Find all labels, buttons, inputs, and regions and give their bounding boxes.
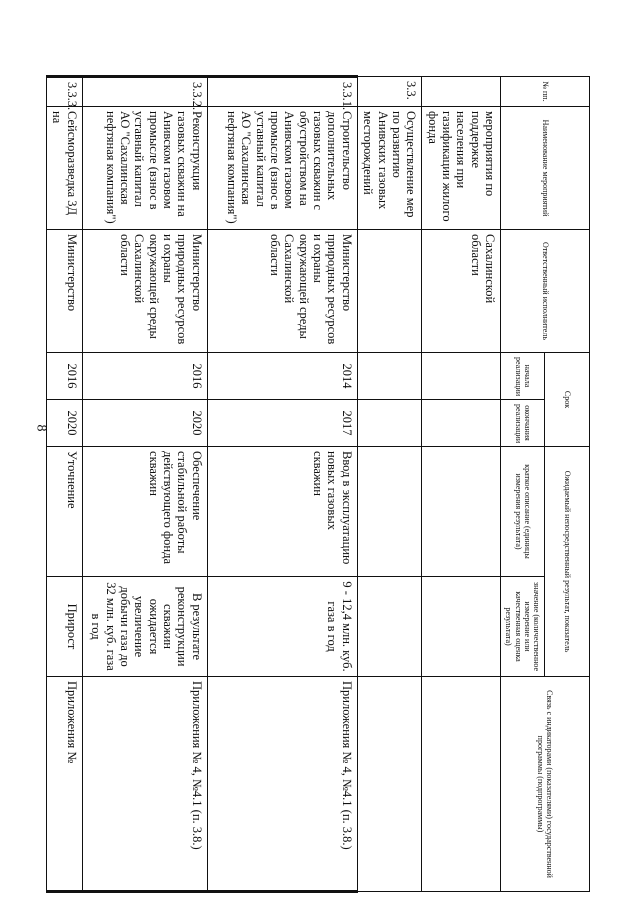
- row-result-value: 9 - 12,4 млн. куб. газа в год: [207, 577, 357, 677]
- header-link: Связь с индикаторами (показателями) государственной программы (подпрограммы): [501, 677, 590, 892]
- row-start: [422, 353, 501, 400]
- row-executor: [357, 230, 422, 353]
- row-start: [357, 353, 422, 400]
- row-result-value: [357, 577, 422, 677]
- row-name: Реконструкция газовых скважин на Анивском газовом промысле (взнос в уставный капитал АО "Сахалинская нефтяная компания"): [82, 107, 207, 230]
- table-row: [422, 77, 501, 892]
- header-num: № пп.: [501, 77, 590, 107]
- table-row: [47, 77, 83, 892]
- row-link: Приложения № 4, №4.1 (п. 3.8.): [82, 677, 207, 892]
- header-name: Наименование мероприятий: [501, 107, 590, 230]
- row-executor: Сахалинской области: [422, 230, 501, 353]
- row-start: 2014: [207, 353, 357, 400]
- header-period: Срок: [545, 353, 590, 447]
- row-end: 2020: [82, 400, 207, 447]
- row-end: [357, 400, 422, 447]
- row-result-desc: Ввод в эксплуатацию новых газовых скважин: [207, 447, 357, 577]
- row-result-desc: Уточнение: [47, 447, 83, 577]
- row-result-desc: [422, 447, 501, 577]
- row-link: Приложения № 4, №4.1 (п. 3.8.): [207, 677, 357, 892]
- header-result: Ожидаемый непосредственный результат, показатель: [545, 447, 590, 677]
- row-link: [422, 677, 501, 892]
- measures-table: [46, 75, 590, 893]
- header-row-1: [545, 77, 590, 892]
- header-end: окончания реализации: [501, 400, 545, 447]
- row-result-value: В результате реконструкции скважин ожидается увеличение добычи газа до 32 млн. куб. газа в год: [82, 577, 207, 677]
- row-end: [422, 400, 501, 447]
- row-end: 2017: [207, 400, 357, 447]
- row-end: 2020: [47, 400, 83, 447]
- row-executor: Министерство природных ресурсов и охраны окружающей среды Сахалинской области: [207, 230, 357, 353]
- header-executor: Ответственный исполнитель: [501, 230, 590, 353]
- row-num: 3.3.3.: [47, 77, 83, 107]
- row-num: 3.3.2.: [82, 77, 207, 107]
- table-row: [357, 77, 422, 892]
- row-start: 2016: [82, 353, 207, 400]
- row-name: Сейсморазведка 3Д на: [47, 107, 83, 230]
- row-link: Приложения №: [47, 677, 83, 892]
- document-sheet: [50, 75, 590, 890]
- row-num: [422, 77, 501, 107]
- row-name: Строительство дополнительных газовых скважин с обустройством на Анивском газовом промысле (взнос в уставный капитал АО "Сахалинская нефтяная компания"): [207, 107, 357, 230]
- rotated-table-canvas: [50, 75, 590, 890]
- row-result-desc: Обеспечение стабильной работы действующего фонда скважин: [82, 447, 207, 577]
- row-num: 3.3.: [357, 77, 422, 107]
- row-result-desc: [357, 447, 422, 577]
- row-result-value: Прирост: [47, 577, 83, 677]
- row-executor: Министерство природных ресурсов и охраны окружающей среды Сахалинской области: [82, 230, 207, 353]
- table-row: [207, 77, 357, 892]
- table-row: [82, 77, 207, 892]
- header-result-value: значение (количественное измерение или качественная оценка результата): [501, 577, 545, 677]
- row-executor: Министерство: [47, 230, 83, 353]
- row-link: [357, 677, 422, 892]
- row-start: 2016: [47, 353, 83, 400]
- row-num: 3.3.1.: [207, 77, 357, 107]
- row-name: Осуществление мер по развитию Анивских газовых месторождений: [357, 107, 422, 230]
- header-start: начала реализации: [501, 353, 545, 400]
- page-number: 8: [33, 424, 48, 432]
- row-name: мероприятия по поддержке населения при газификации жилого фонда: [422, 107, 501, 230]
- header-result-desc: краткое описание (единицы измерения результата): [501, 447, 545, 577]
- row-result-value: [422, 577, 501, 677]
